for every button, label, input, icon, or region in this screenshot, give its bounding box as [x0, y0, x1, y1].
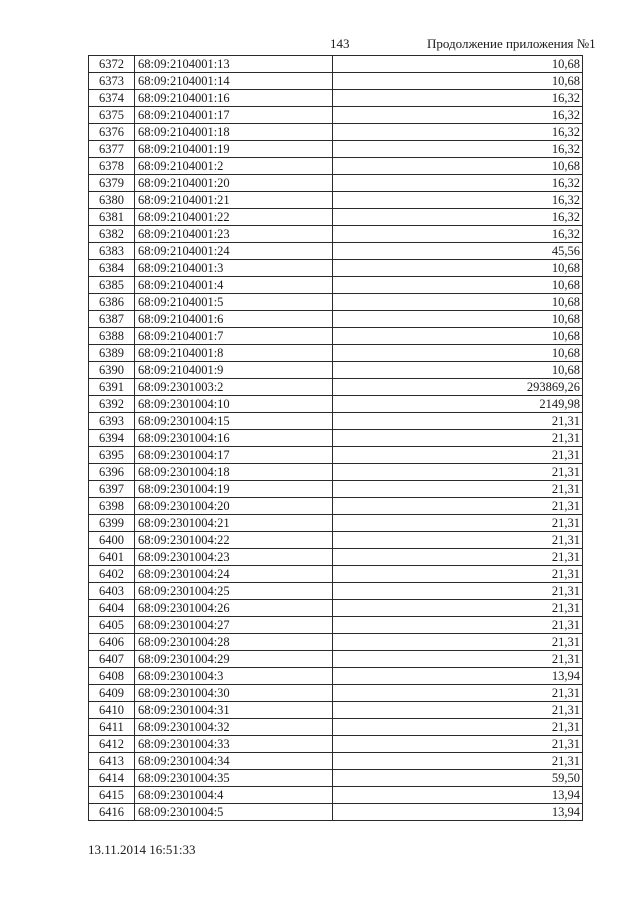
cadastral-number-cell: 68:09:2301004:23	[135, 549, 333, 566]
cadastral-number-cell: 68:09:2301004:20	[135, 498, 333, 515]
cadastral-number-cell: 68:09:2301004:22	[135, 532, 333, 549]
value-cell: 16,32	[333, 209, 583, 226]
table-row	[89, 379, 583, 396]
value-cell: 13,94	[333, 804, 583, 821]
row-number-cell: 6381	[89, 209, 135, 226]
row-number-cell: 6401	[89, 549, 135, 566]
row-number-cell: 6391	[89, 379, 135, 396]
table-row	[89, 260, 583, 277]
row-number-cell: 6415	[89, 787, 135, 804]
table-row	[89, 311, 583, 328]
row-number-cell: 6395	[89, 447, 135, 464]
row-number-cell: 6407	[89, 651, 135, 668]
row-number-cell: 6400	[89, 532, 135, 549]
value-cell: 10,68	[333, 294, 583, 311]
cadastral-number-cell: 68:09:2104001:14	[135, 73, 333, 90]
cadastral-number-cell: 68:09:2104001:18	[135, 124, 333, 141]
value-cell: 21,31	[333, 413, 583, 430]
row-number-cell: 6382	[89, 226, 135, 243]
row-number-cell: 6409	[89, 685, 135, 702]
row-number-cell: 6403	[89, 583, 135, 600]
table-row	[89, 73, 583, 90]
cadastral-number-cell: 68:09:2104001:9	[135, 362, 333, 379]
row-number-cell: 6410	[89, 702, 135, 719]
table-row	[89, 430, 583, 447]
cadastral-number-cell: 68:09:2301004:30	[135, 685, 333, 702]
table-row	[89, 107, 583, 124]
row-number-cell: 6379	[89, 175, 135, 192]
value-cell: 21,31	[333, 532, 583, 549]
cadastral-number-cell: 68:09:2104001:7	[135, 328, 333, 345]
cadastral-number-cell: 68:09:2104001:4	[135, 277, 333, 294]
cadastral-number-cell: 68:09:2301004:28	[135, 634, 333, 651]
print-timestamp: 13.11.2014 16:51:33	[88, 842, 196, 857]
value-cell: 10,68	[333, 362, 583, 379]
row-number-cell: 6383	[89, 243, 135, 260]
table-row	[89, 685, 583, 702]
value-cell: 21,31	[333, 634, 583, 651]
cadastral-number-cell: 68:09:2301004:5	[135, 804, 333, 821]
value-cell: 16,32	[333, 226, 583, 243]
row-number-cell: 6384	[89, 260, 135, 277]
table-row	[89, 753, 583, 770]
row-number-cell: 6408	[89, 668, 135, 685]
row-number-cell: 6374	[89, 90, 135, 107]
cadastral-number-cell: 68:09:2104001:5	[135, 294, 333, 311]
value-cell: 10,68	[333, 277, 583, 294]
table-row	[89, 90, 583, 107]
table-row	[89, 651, 583, 668]
row-number-cell: 6398	[89, 498, 135, 515]
value-cell: 13,94	[333, 668, 583, 685]
row-number-cell: 6405	[89, 617, 135, 634]
table-row	[89, 328, 583, 345]
cadastral-number-cell: 68:09:2301004:3	[135, 668, 333, 685]
table-row	[89, 804, 583, 821]
page-number: 143	[330, 36, 350, 51]
cadastral-number-cell: 68:09:2301004:25	[135, 583, 333, 600]
value-cell: 16,32	[333, 124, 583, 141]
cadastral-number-cell: 68:09:2301004:34	[135, 753, 333, 770]
row-number-cell: 6406	[89, 634, 135, 651]
value-cell: 59,50	[333, 770, 583, 787]
table-row	[89, 515, 583, 532]
value-cell: 21,31	[333, 464, 583, 481]
cadastral-number-cell: 68:09:2104001:20	[135, 175, 333, 192]
row-number-cell: 6394	[89, 430, 135, 447]
cadastral-number-cell: 68:09:2301004:19	[135, 481, 333, 498]
cadastral-number-cell: 68:09:2301004:27	[135, 617, 333, 634]
cadastral-number-cell: 68:09:2104001:17	[135, 107, 333, 124]
cadastral-number-cell: 68:09:2301003:2	[135, 379, 333, 396]
table-row	[89, 481, 583, 498]
value-cell: 21,31	[333, 736, 583, 753]
row-number-cell: 6373	[89, 73, 135, 90]
table-row	[89, 617, 583, 634]
value-cell: 16,32	[333, 141, 583, 158]
row-number-cell: 6411	[89, 719, 135, 736]
value-cell: 293869,26	[333, 379, 583, 396]
row-number-cell: 6396	[89, 464, 135, 481]
row-number-cell: 6389	[89, 345, 135, 362]
cadastral-number-cell: 68:09:2104001:6	[135, 311, 333, 328]
cadastral-number-cell: 68:09:2301004:33	[135, 736, 333, 753]
cadastral-number-cell: 68:09:2301004:31	[135, 702, 333, 719]
value-cell: 10,68	[333, 311, 583, 328]
cadastral-number-cell: 68:09:2104001:24	[135, 243, 333, 260]
table-row	[89, 532, 583, 549]
cadastral-number-cell: 68:09:2104001:21	[135, 192, 333, 209]
value-cell: 16,32	[333, 175, 583, 192]
table-row	[89, 141, 583, 158]
value-cell: 21,31	[333, 430, 583, 447]
cadastral-number-cell: 68:09:2104001:23	[135, 226, 333, 243]
value-cell: 2149,98	[333, 396, 583, 413]
cadastral-number-cell: 68:09:2301004:18	[135, 464, 333, 481]
table-row	[89, 634, 583, 651]
table-row	[89, 277, 583, 294]
row-number-cell: 6380	[89, 192, 135, 209]
value-cell: 21,31	[333, 481, 583, 498]
row-number-cell: 6413	[89, 753, 135, 770]
table-row	[89, 294, 583, 311]
table-row	[89, 243, 583, 260]
value-cell: 21,31	[333, 447, 583, 464]
continuation-heading: Продолжение приложения №1	[427, 36, 596, 51]
cadastral-number-cell: 68:09:2301004:32	[135, 719, 333, 736]
table-row	[89, 226, 583, 243]
cadastral-number-cell: 68:09:2301004:26	[135, 600, 333, 617]
table-row	[89, 549, 583, 566]
value-cell: 21,31	[333, 549, 583, 566]
row-number-cell: 6393	[89, 413, 135, 430]
value-cell: 16,32	[333, 90, 583, 107]
cadastral-number-cell: 68:09:2104001:2	[135, 158, 333, 175]
value-cell: 10,68	[333, 260, 583, 277]
table-row	[89, 668, 583, 685]
table-row	[89, 56, 583, 73]
table-row	[89, 158, 583, 175]
row-number-cell: 6386	[89, 294, 135, 311]
row-number-cell: 6377	[89, 141, 135, 158]
cadastral-table	[88, 55, 583, 821]
row-number-cell: 6404	[89, 600, 135, 617]
value-cell: 16,32	[333, 192, 583, 209]
row-number-cell: 6392	[89, 396, 135, 413]
cadastral-number-cell: 68:09:2104001:8	[135, 345, 333, 362]
row-number-cell: 6385	[89, 277, 135, 294]
table-row	[89, 600, 583, 617]
row-number-cell: 6390	[89, 362, 135, 379]
cadastral-number-cell: 68:09:2301004:4	[135, 787, 333, 804]
row-number-cell: 6402	[89, 566, 135, 583]
row-number-cell: 6397	[89, 481, 135, 498]
row-number-cell: 6412	[89, 736, 135, 753]
value-cell: 45,56	[333, 243, 583, 260]
value-cell: 21,31	[333, 515, 583, 532]
table-row	[89, 702, 583, 719]
row-number-cell: 6416	[89, 804, 135, 821]
value-cell: 21,31	[333, 498, 583, 515]
value-cell: 10,68	[333, 158, 583, 175]
table-row	[89, 719, 583, 736]
value-cell: 21,31	[333, 566, 583, 583]
table-row	[89, 787, 583, 804]
table-row	[89, 464, 583, 481]
table-row	[89, 566, 583, 583]
value-cell: 21,31	[333, 651, 583, 668]
cadastral-number-cell: 68:09:2301004:29	[135, 651, 333, 668]
value-cell: 16,32	[333, 107, 583, 124]
cadastral-number-cell: 68:09:2104001:16	[135, 90, 333, 107]
value-cell: 10,68	[333, 328, 583, 345]
table-row	[89, 345, 583, 362]
table-row	[89, 209, 583, 226]
table-row	[89, 124, 583, 141]
cadastral-number-cell: 68:09:2301004:24	[135, 566, 333, 583]
cadastral-number-cell: 68:09:2301004:10	[135, 396, 333, 413]
table-row	[89, 362, 583, 379]
row-number-cell: 6376	[89, 124, 135, 141]
row-number-cell: 6378	[89, 158, 135, 175]
cadastral-number-cell: 68:09:2104001:13	[135, 56, 333, 73]
row-number-cell: 6388	[89, 328, 135, 345]
cadastral-number-cell: 68:09:2104001:22	[135, 209, 333, 226]
table-row	[89, 396, 583, 413]
table-row	[89, 498, 583, 515]
row-number-cell: 6375	[89, 107, 135, 124]
row-number-cell: 6414	[89, 770, 135, 787]
cadastral-number-cell: 68:09:2301004:15	[135, 413, 333, 430]
value-cell: 10,68	[333, 345, 583, 362]
row-number-cell: 6372	[89, 56, 135, 73]
row-number-cell: 6387	[89, 311, 135, 328]
table-row	[89, 736, 583, 753]
cadastral-number-cell: 68:09:2104001:3	[135, 260, 333, 277]
table-row	[89, 192, 583, 209]
cadastral-number-cell: 68:09:2301004:16	[135, 430, 333, 447]
value-cell: 21,31	[333, 583, 583, 600]
table-row	[89, 175, 583, 192]
value-cell: 21,31	[333, 702, 583, 719]
table-row	[89, 447, 583, 464]
table-row	[89, 583, 583, 600]
table-row	[89, 413, 583, 430]
cadastral-number-cell: 68:09:2301004:21	[135, 515, 333, 532]
value-cell: 21,31	[333, 617, 583, 634]
value-cell: 10,68	[333, 56, 583, 73]
table-row	[89, 770, 583, 787]
row-number-cell: 6399	[89, 515, 135, 532]
value-cell: 21,31	[333, 719, 583, 736]
value-cell: 21,31	[333, 685, 583, 702]
cadastral-number-cell: 68:09:2104001:19	[135, 141, 333, 158]
value-cell: 21,31	[333, 753, 583, 770]
cadastral-number-cell: 68:09:2301004:17	[135, 447, 333, 464]
value-cell: 21,31	[333, 600, 583, 617]
table-body	[89, 56, 583, 821]
value-cell: 13,94	[333, 787, 583, 804]
value-cell: 10,68	[333, 73, 583, 90]
cadastral-number-cell: 68:09:2301004:35	[135, 770, 333, 787]
